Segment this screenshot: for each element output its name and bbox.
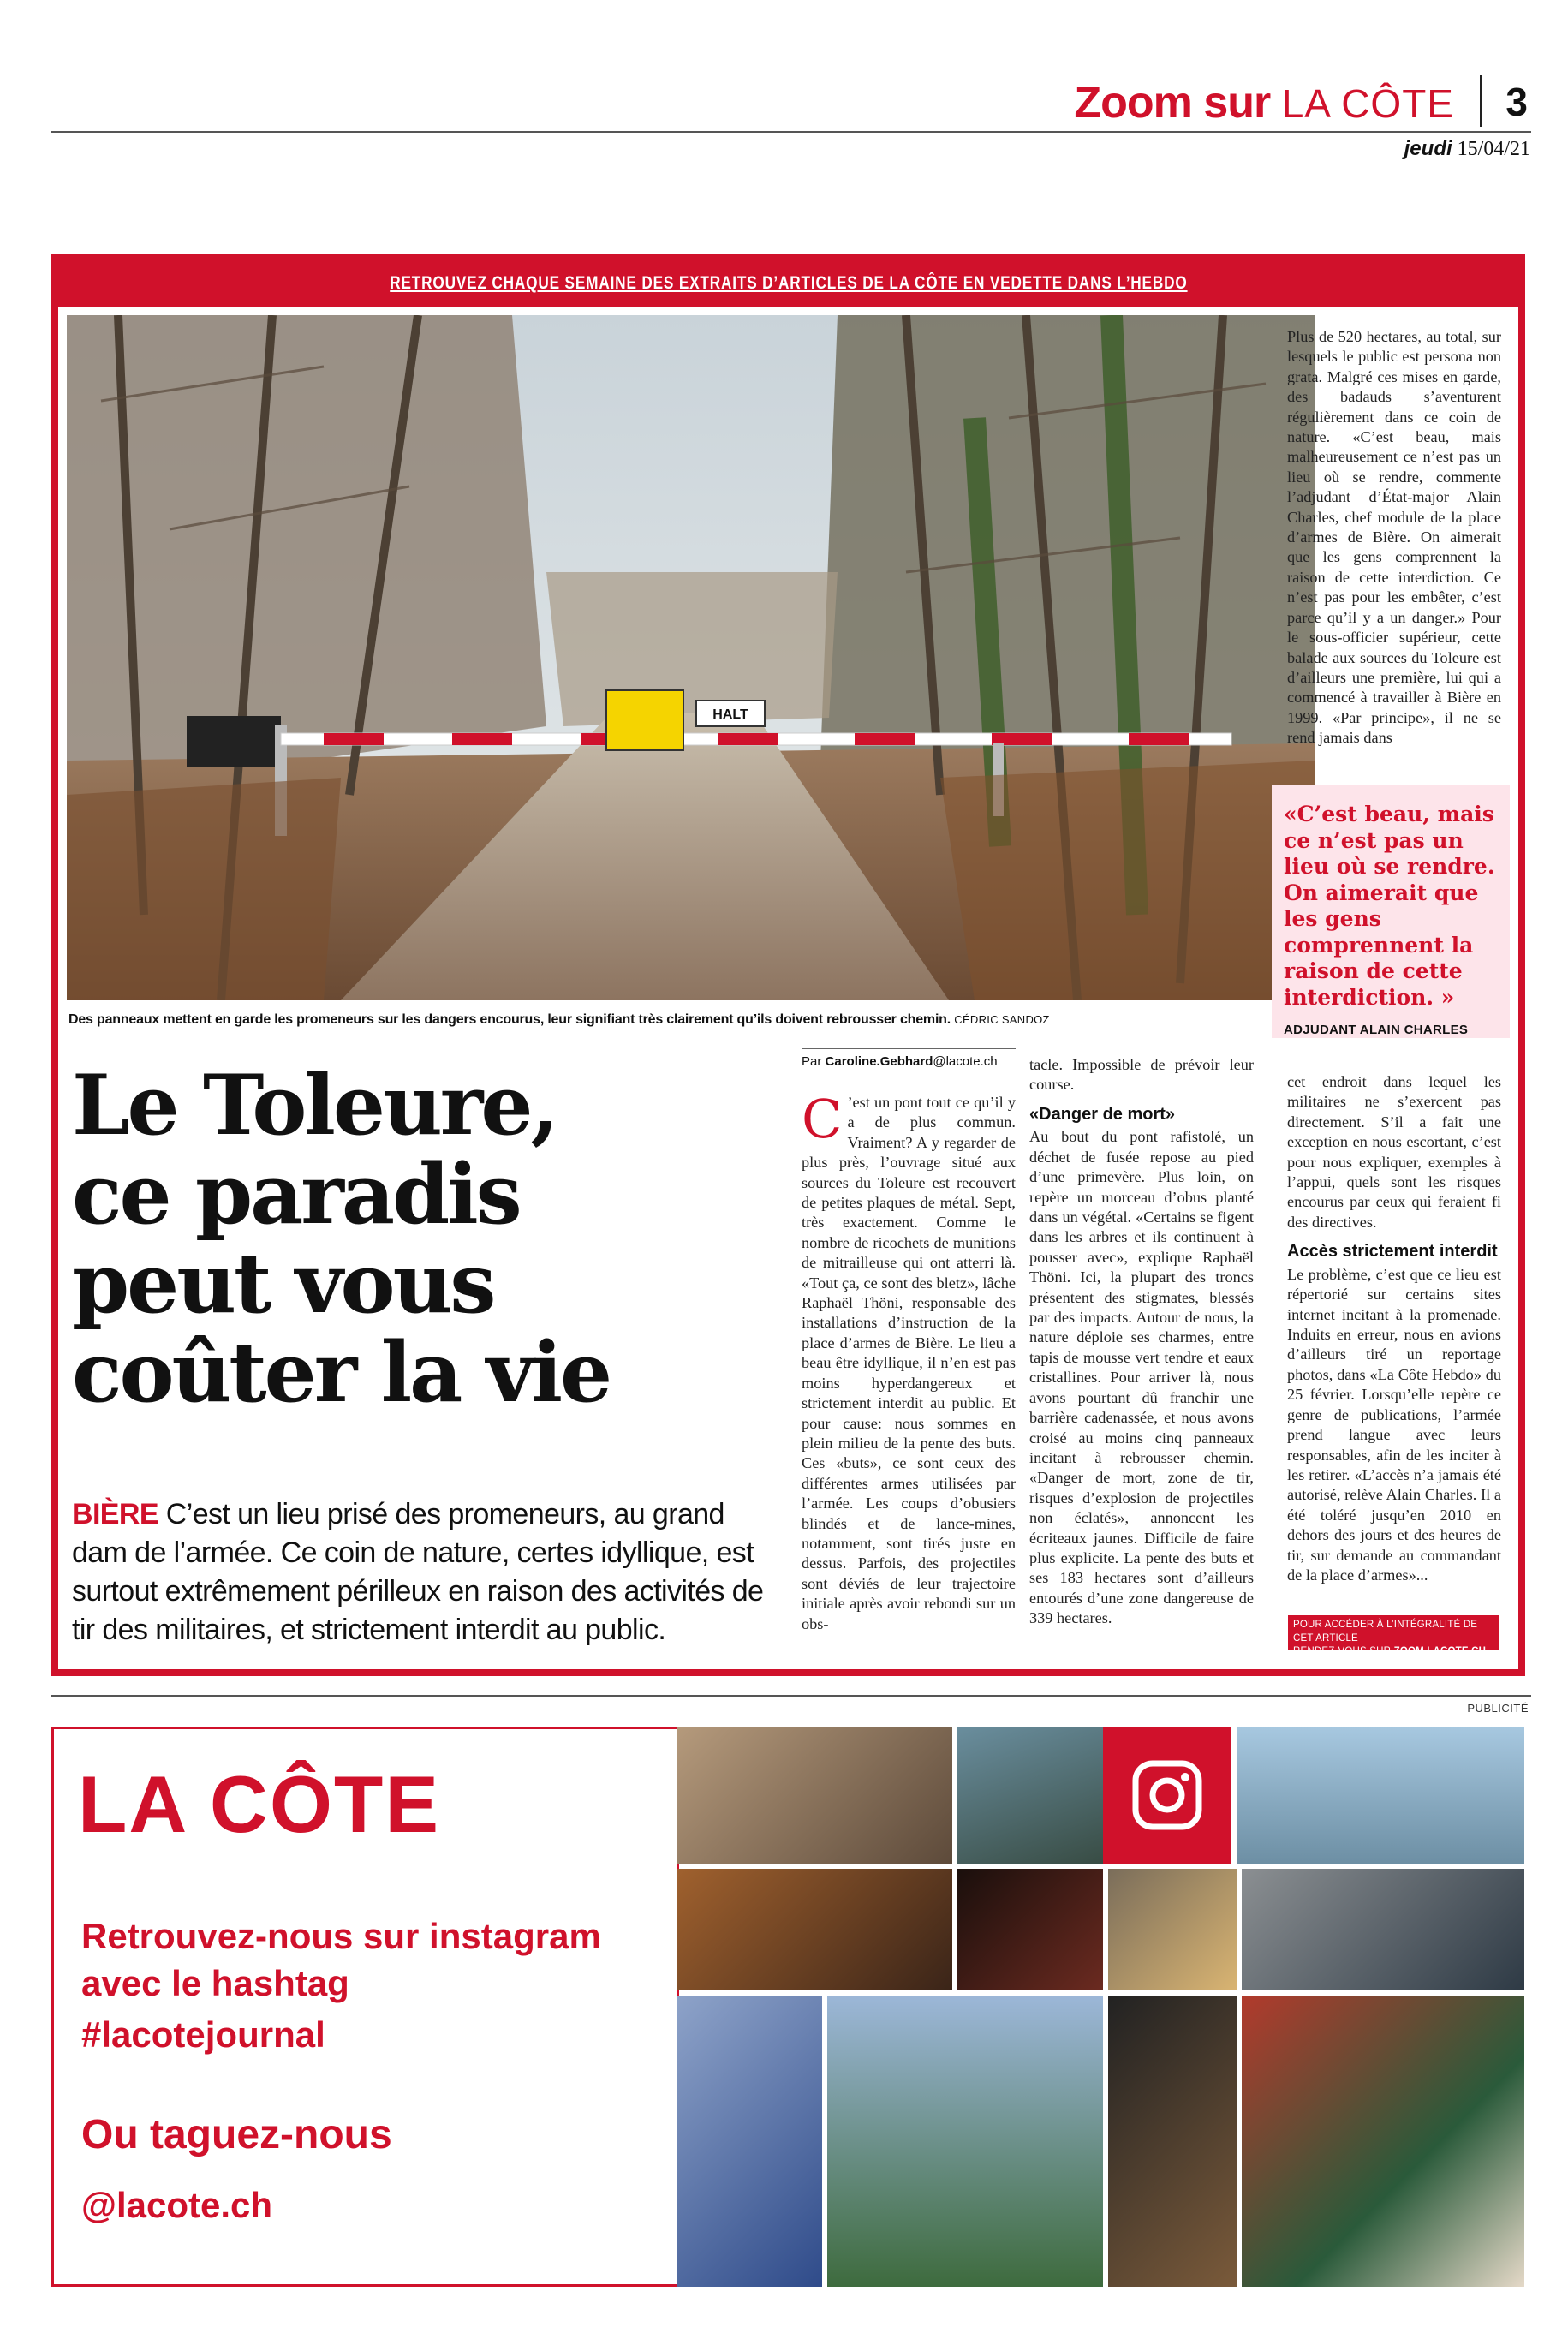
byline-domain: @lacote.ch xyxy=(933,1054,998,1069)
forest-barrier-photo xyxy=(67,315,1315,1000)
pub-rule xyxy=(51,1695,1531,1697)
caption-text: Des panneaux mettent en garde les promeneurs sur les dangers encourus, leur signifiant très clairement qu’ils doivent rebrousser chemin. xyxy=(69,1012,951,1027)
instagram-icon xyxy=(1129,1757,1206,1834)
byline-name: Caroline.Gebhard xyxy=(825,1054,933,1069)
pull-quote: «C’est beau, mais ce n’est pas un lieu où se rendre. On aimerait que les gens comprennent la raison de cette interdiction. » xyxy=(1284,802,1495,1010)
article-photo xyxy=(67,315,1315,1000)
barrier-box xyxy=(187,716,281,767)
header-rule xyxy=(51,131,1531,133)
lede-text: C’est un lieu prisé des promeneurs, au grand dam de l’armée. Ce coin de nature, certes idyllique, est surtout extrêmement périlleux en raison des activités de tir des militaires, et strictement interdit au public. xyxy=(72,1498,764,1646)
instagram-photo xyxy=(1237,1727,1524,1864)
cta-line-2: RENDEZ-VOUS SUR xyxy=(1293,1646,1392,1657)
instagram-photo xyxy=(1242,1869,1524,1990)
column-3-intro: cet endroit dans lequel les militaires ne s’exercent pas directement. S’il a fait une exception en nous escortant, c’est pour nous expliquer, exemples à l’appui, quels sont les risques encourus par ceux qui feraient fi des directives. xyxy=(1287,1073,1501,1231)
column-3 xyxy=(1287,1072,1501,1585)
instagram-photo xyxy=(1108,1869,1237,1990)
pub-label: PUBLICITÉ xyxy=(1467,1702,1529,1715)
byline xyxy=(802,1048,1016,1069)
subhead-danger: «Danger de mort» xyxy=(1029,1104,1176,1124)
column-1-text: ’est un pont tout ce qu’il y a de plus commun. Vraiment? A y regarder de plus près, l’ouvrage situé aux sources du Toleure est recouvert de petites plaques de métal. Sept, très exactement. Comme le nombre de ricochets de munitions de mitrailleuse qui ont atterri là. «Tout ça, ce sont des bletz», lâche Raphaël Thöni, responsable des installations d’instruction de la place d’armes de Bière. Le lieu a beau être idyllique, il n’en est pas moins hyperdangereux et strictement interdit au public. Et pour cause: nous sommes en plein milieu de la pente des buts. Ces «buts», ce sont ceux des différentes armes utilisées par l’armée. Les coups d’obusiers blindés et de lance-mines, notamment, sont tirés juste en dessus. Parfois, des projectiles sont déviés de leur trajectoire initiale après avoir rebondi sur un obs- xyxy=(802,1094,1016,1632)
column-2-text: Au bout du pont rafistolé, un déchet de fusée repose au pied d’une primevère. Plus loin, on repère un morceau d’obus planté dans un végétal. «Certains se figent dans les arbres et ils continuent à pousser avec», explique Raphaël Thöni. Ici, la plupart des troncs présentent des stigmates, blessés par des impacts. Autour de nous, la nature déploie ses charmes, entre tapis de mousse vert tendre et eaux cristallines. Pour arriver là, nous avons pourtant dû franchir une barrière cadenassée, et nous avons croisé au moins cinq panneaux incitant à rebrousser chemin. «Danger de mort, zone de tir, risques d’explosion de projectiles non éclatés», annoncent les écriteaux jaunes. Difficile de faire plus explicite. La pente des buts et ses 183 hectares sont d’ailleurs entourés d’une zone dangereuse de 339 hectares. xyxy=(1029,1128,1254,1627)
photo-credit: CÉDRIC SANDOZ xyxy=(954,1013,1050,1026)
read-more-box[interactable] xyxy=(1288,1615,1499,1657)
halt-sign-text: HALT xyxy=(712,707,748,722)
instagram-photo xyxy=(957,1869,1103,1990)
cta-url-link[interactable]: ZOOM.LACOTE.CH xyxy=(1393,1646,1487,1657)
weekly-banner xyxy=(58,260,1518,307)
section-title xyxy=(1074,77,1454,128)
pull-quote-box xyxy=(1272,785,1510,1038)
instagram-photo xyxy=(677,1869,952,1990)
barrier-pole xyxy=(281,733,1231,745)
instagram-tile xyxy=(1103,1727,1231,1864)
dateline-date: 15/04/21 xyxy=(1457,138,1530,160)
lede xyxy=(72,1495,783,1650)
ad-headline: Retrouvez-nous sur instagram avec le hashtag xyxy=(81,1916,601,2003)
column-3-text: Le problème, c’est que ce lieu est répertorié sur certains sites internet incitant à la promenade. Induits en erreur, nous en avions d’ailleurs tiré un reportage photos, dans «La Côte Hebdo» du 25 février. Lorsqu’elle repère ce genre de publications, l’armée prend langue avec leurs responsables, afin de les inciter à les retirer. «L’accès n’a jamais été autorisé, relève Alain Charles. Il a été toléré jusqu’en 2010 en dehors des jours et des heures de tir, sur demande au commandant de la place d’armes»... xyxy=(1287,1265,1501,1584)
section-paper-name: LA CÔTE xyxy=(1281,81,1454,126)
page-number: 3 xyxy=(1505,80,1528,124)
pull-quote-author: ADJUDANT ALAIN CHARLES xyxy=(1284,1023,1469,1037)
article-frame xyxy=(51,254,1525,1676)
ad-hashtag[interactable]: #lacotejournal xyxy=(81,2014,325,2055)
page-header xyxy=(51,69,1531,135)
subhead-access: Accès strictement interdit xyxy=(1287,1242,1498,1262)
instagram-photo xyxy=(1242,1996,1524,2287)
column-1 xyxy=(802,1088,1016,1634)
ad-handle[interactable]: @lacote.ch xyxy=(81,2185,273,2225)
dateline xyxy=(1404,137,1530,161)
column-2-intro: tacle. Impossible de prévoir leur course. xyxy=(1029,1056,1254,1094)
warning-sign xyxy=(606,690,683,750)
cta-line-1: POUR ACCÉDER À L’INTÉGRALITÉ DE CET ARTICLE xyxy=(1293,1620,1478,1644)
byline-prefix: Par xyxy=(802,1054,822,1069)
column-2 xyxy=(1029,1055,1254,1629)
headline: Le Toleure, ce paradis peut vous coûter la vie xyxy=(72,1057,611,1422)
instagram-photo xyxy=(1108,1996,1237,2287)
instagram-photo xyxy=(677,1996,822,2287)
ad-tag-line: Ou taguez-nous xyxy=(81,2112,392,2157)
header-divider xyxy=(1480,75,1482,127)
instagram-photo xyxy=(827,1996,1103,2287)
column-right-top: Plus de 520 hectares, au total, sur lesquels le public est persona non grata. Malgré ces mises en garde, des badauds s’aventurent régulièrement dans ce coin de nature. «C’est beau, mais malheureusement ce n’est pas un lieu où se rendre, commente l’adjudant d’État-major Alain Charles, chef module de la place d’armes de Bière. On aimerait que les gens comprennent la raison de cette interdiction. Ce n’est pas pour les embêter, c’est parce qu’il y a un danger.» Pour le sous-officier supérieur, cette balade aux sources du Toleure est d’ailleurs une première, lui qui a commencé à travailler à Bière en 1999. «Par principe», il ne se rend jamais dans xyxy=(1287,328,1501,747)
instagram-photo xyxy=(677,1727,952,1864)
ad-logo: LA CÔTE xyxy=(78,1759,441,1849)
instagram-ad xyxy=(51,1727,679,2287)
dateline-day: jeudi xyxy=(1404,137,1452,160)
lede-location: BIÈRE xyxy=(72,1498,158,1530)
section-zoom-label: Zoom sur xyxy=(1074,78,1271,128)
drop-cap: C xyxy=(802,1088,843,1150)
banner-text: RETROUVEZ CHAQUE SEMAINE DES EXTRAITS D’ARTICLES DE LA CÔTE EN VEDETTE DANS L’HEBDO xyxy=(389,273,1188,293)
photo-caption xyxy=(69,1012,1319,1028)
